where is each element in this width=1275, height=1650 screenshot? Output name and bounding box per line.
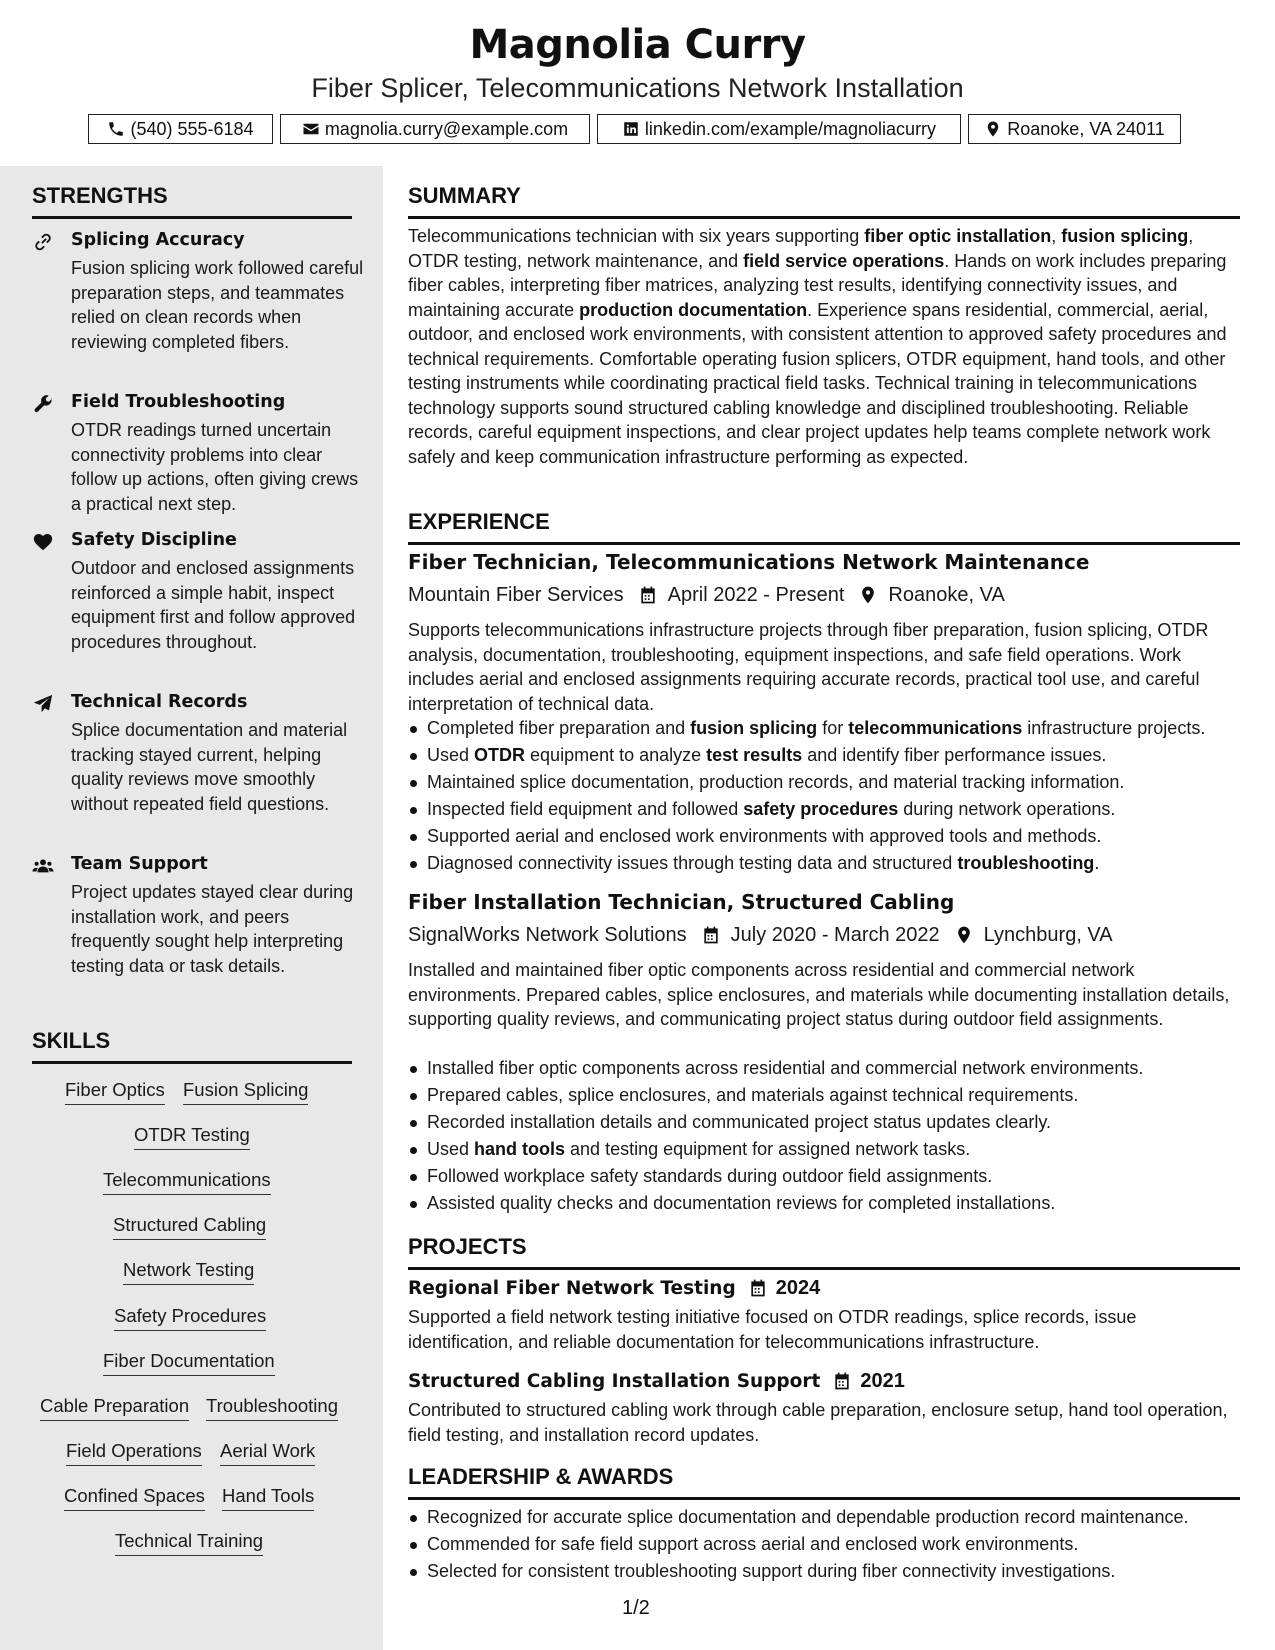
experience-heading: EXPERIENCE	[408, 509, 1240, 545]
project-date: 2024	[775, 1276, 821, 1299]
skill-tag: Cable Preparation	[40, 1395, 189, 1421]
job-bullets	[408, 1055, 1240, 1217]
list-item: Used OTDR equipment to analyze test results and identify fiber performance issues.	[408, 742, 1240, 769]
strength-desc: Splice documentation and material tracking stayed current, helping quality reviews move smoothly without repeated field questions.	[71, 720, 348, 814]
list-item: Installed fiber optic components across residential and commercial network environments.	[408, 1055, 1240, 1082]
link-icon	[32, 231, 54, 253]
job-location: Lynchburg, VA	[983, 923, 1113, 946]
phone-icon	[107, 120, 125, 138]
awards-bullets	[408, 1504, 1240, 1585]
strength-title: Team Support	[71, 854, 208, 874]
calendar-icon	[701, 925, 721, 945]
project-description: Contributed to structured cabling work through cable preparation, enclosure setup, hand tool operation, field testing, and installation record updates.	[408, 1400, 1228, 1445]
list-item: Assisted quality checks and documentation reviews for completed installations.	[408, 1190, 1240, 1217]
summary-text: Telecommunications technician with six years supporting fiber optic installation, fusion splicing, OTDR testing, network maintenance, and field service operations. Hands on work includes preparing fiber cables, interpreting fiber matrices, analyzing test results, identifying connectivity issues, and maintaining accurate production documentation. Experience spans residential, commercial, aerial, outdoor, and enclosed work environments, with consistent attention to approved safety procedures and technical requirements. Comfortable operating fusion splicers, OTDR equipment, hand tools, and other testing instruments while coordinating practical field tasks. Technical training in telecommunications technology supports sound structured cabling knowledge and disciplined troubleshooting. Reliable records, careful equipment inspections, and clear project updates help teams complete network work safely and keep communication infrastructure performing as expected.	[408, 226, 1227, 467]
users-icon	[32, 855, 54, 877]
list-item: Commended for safe field support across aerial and enclosed work environments.	[408, 1531, 1240, 1558]
skill-tag: Fusion Splicing	[183, 1079, 308, 1105]
contact-linkedin-text: linkedin.com/example/magnoliacurry	[644, 118, 937, 139]
contact-linkedin[interactable]	[597, 114, 961, 144]
list-item: Selected for consistent troubleshooting support during fiber connectivity investigations.	[408, 1558, 1240, 1585]
list-item: Maintained splice documentation, production records, and material tracking information.	[408, 769, 1240, 796]
awards-heading: LEADERSHIP & AWARDS	[408, 1464, 1240, 1500]
contact-location	[968, 114, 1181, 144]
wrench-icon	[32, 393, 54, 415]
project-title: Regional Fiber Network Testing	[408, 1277, 736, 1299]
skill-tag: Field Operations	[66, 1440, 202, 1466]
skill-tag: OTDR Testing	[134, 1124, 250, 1150]
list-item: Prepared cables, splice enclosures, and materials against technical requirements.	[408, 1082, 1240, 1109]
skill-tag: Aerial Work	[220, 1440, 315, 1466]
candidate-name: Magnolia Curry	[469, 22, 806, 68]
list-item: Recognized for accurate splice documentation and dependable production record maintenance.	[408, 1504, 1240, 1531]
strength-desc: Fusion splicing work followed careful preparation steps, and teammates relied on clean records when reviewing completed fibers.	[71, 258, 364, 352]
skill-tag: Technical Training	[115, 1530, 263, 1556]
strength-title: Field Troubleshooting	[71, 392, 286, 412]
strength-desc: Outdoor and enclosed assignments reinforced a simple habit, inspect equipment first and follow approved procedures throughout.	[71, 558, 356, 652]
map-pin-icon	[858, 585, 878, 605]
job-description: Installed and maintained fiber optic components across residential and commercial network environments. Prepared cables, splice enclosures, and materials while documenting installation details, supporting quality reviews, and communicating project status during outdoor field assignments.	[408, 960, 1230, 1029]
job-title: Fiber Technician, Telecommunications Network Maintenance	[408, 550, 1090, 574]
project-title: Structured Cabling Installation Support	[408, 1370, 821, 1392]
list-item: Completed fiber preparation and fusion splicing for telecommunications infrastructure projects.	[408, 715, 1240, 742]
job-description: Supports telecommunications infrastructure projects through fiber preparation, fusion splicing, OTDR analysis, documentation, troubleshooting, equipment inspections, and safe field operations. Work includes aerial and enclosed assignments requiring accurate records, practical tool use, and careful interpretation of technical data.	[408, 620, 1209, 714]
candidate-headline: Fiber Splicer, Telecommunications Network Installation	[311, 73, 964, 103]
strength-title: Splicing Accuracy	[71, 230, 245, 250]
envelope-icon	[302, 120, 320, 138]
contact-email[interactable]	[280, 114, 590, 144]
skill-tag: Troubleshooting	[206, 1395, 338, 1421]
heart-icon	[32, 531, 54, 553]
strength-title: Technical Records	[71, 692, 248, 712]
project-date: 2021	[860, 1369, 905, 1392]
skill-tag: Confined Spaces	[64, 1485, 205, 1511]
job-meta	[408, 922, 1113, 948]
strength-desc: Project updates stayed clear during installation work, and peers frequently sought help interpreting testing data or task details.	[71, 882, 354, 976]
list-item: Followed workplace safety standards during outdoor field assignments.	[408, 1163, 1240, 1190]
skills-heading: SKILLS	[32, 1028, 352, 1064]
summary-heading: SUMMARY	[408, 183, 1240, 219]
project-title-row	[408, 1368, 905, 1394]
contact-bar	[0, 114, 1275, 144]
job-dates: July 2020 - March 2022	[730, 923, 940, 946]
strength-title: Safety Discipline	[71, 530, 237, 550]
skill-tag: Structured Cabling	[113, 1214, 266, 1240]
job-meta	[408, 582, 1005, 608]
projects-heading: PROJECTS	[408, 1234, 1240, 1270]
skill-tag: Safety Procedures	[114, 1305, 266, 1331]
job-bullets	[408, 715, 1240, 877]
list-item: Recorded installation details and communicated project status updates clearly.	[408, 1109, 1240, 1136]
contact-location-text: Roanoke, VA 24011	[1007, 118, 1165, 139]
paper-plane-icon	[32, 693, 54, 715]
map-pin-icon	[954, 925, 974, 945]
map-pin-icon	[984, 120, 1002, 138]
list-item: Diagnosed connectivity issues through testing data and structured troubleshooting.	[408, 850, 1240, 877]
skill-tag: Fiber Optics	[65, 1079, 165, 1105]
calendar-icon	[748, 1278, 768, 1298]
list-item: Used hand tools and testing equipment for assigned network tasks.	[408, 1136, 1240, 1163]
skill-tag: Network Testing	[123, 1259, 254, 1285]
project-description: Supported a field network testing initiative focused on OTDR readings, splice records, issue identification, and reliable documentation for telecommunications infrastructure.	[408, 1307, 1137, 1352]
strengths-heading: STRENGTHS	[32, 183, 352, 219]
skill-tag: Hand Tools	[222, 1485, 314, 1511]
job-company: SignalWorks Network Solutions	[408, 923, 687, 946]
job-title: Fiber Installation Technician, Structured Cabling	[408, 890, 955, 914]
strength-desc: OTDR readings turned uncertain connectivity problems into clear follow up actions, often giving crews a practical next step.	[71, 420, 359, 514]
list-item: Supported aerial and enclosed work environments with approved tools and methods.	[408, 823, 1240, 850]
linkedin-icon	[622, 120, 640, 138]
page-number: 1/2	[622, 1597, 650, 1619]
skill-tag: Fiber Documentation	[103, 1350, 275, 1376]
skill-tag: Telecommunications	[103, 1169, 271, 1195]
resume-header	[0, 0, 1275, 166]
contact-phone[interactable]	[88, 114, 273, 144]
calendar-icon	[832, 1371, 852, 1391]
calendar-icon	[638, 585, 658, 605]
list-item: Inspected field equipment and followed safety procedures during network operations.	[408, 796, 1240, 823]
contact-email-text: magnolia.curry@example.com	[324, 118, 569, 139]
project-title-row	[408, 1275, 820, 1301]
contact-phone-text: (540) 555-6184	[130, 118, 254, 139]
job-dates: April 2022 - Present	[667, 583, 845, 606]
job-company: Mountain Fiber Services	[408, 583, 624, 606]
job-location: Roanoke, VA	[888, 583, 1005, 606]
